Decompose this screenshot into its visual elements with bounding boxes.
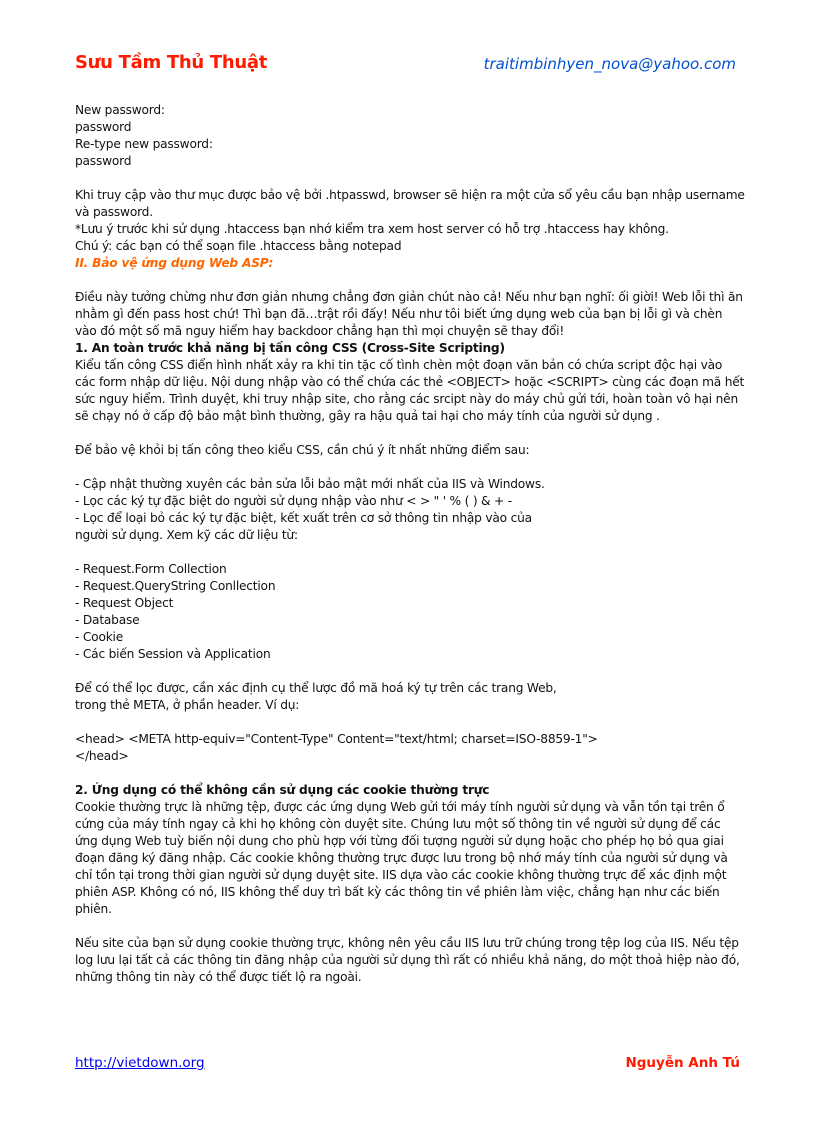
retype-password-value: password <box>75 154 132 168</box>
list-item-session: - Các biến Session và Application <box>75 647 271 661</box>
subheading-cookie: 2. Ứng dụng có thể không cần sử dụng các cookie thường trực <box>75 783 490 797</box>
footer-author: Nguyễn Anh Tú <box>625 1055 740 1071</box>
paragraph-charset-2: trong thẻ META, ở phần header. Ví dụ: <box>75 698 300 712</box>
subheading-css: 1. An toàn trước khả năng bị tấn công CSS (Cross-Site Scripting) <box>75 341 505 355</box>
paragraph-charset-1: Để có thể lọc được, cần xác định cụ thể lược đồ mã hoá ký tự trên các trang Web, <box>75 681 557 695</box>
paragraph-cookie-log: Nếu site của bạn sử dụng cookie thường trực, không nên yêu cầu IIS lưu trữ chúng trong tệp log của IIS. Nếu tệp log lưu lại tất cả các thông tin đăng nhập của người sử dụng thì rất có nhiều khả năng, do một thoả hiệp nào đó, những thông tin này có thể được tiết lộ ra ngoài. <box>75 936 740 984</box>
paragraph-css-attack: Kiểu tấn công CSS điển hình nhất xảy ra khi tin tặc cố tình chèn một đoạn văn bản có chứa script độc hại vào các form nhập dữ liệu. Nội dung nhập vào có thể chứa các thẻ <OBJECT> hoặc <SCRIPT> cùng các đoạn mã hết sức nguy hiểm. Trình duyệt, khi truy nhập site, cho rằng các srcipt này do máy chủ gửi tới, hoàn toàn vô hại nên sẽ chạy nó ở cấp độ bảo mật bình thường, gây ra hậu quả tai hại cho máy tính của người sử dụng . <box>75 358 745 423</box>
paragraph-htpasswd: Khi truy cập vào thư mục được bảo vệ bởi .htpasswd, browser sẽ hiện ra một cửa sổ yêu cầu bạn nhập username và password. <box>75 188 745 219</box>
footer-link[interactable]: http://vietdown.org <box>75 1055 205 1071</box>
bullet-filter-output: - Lọc để loại bỏ các ký tự đặc biệt, kết xuất trên cơ sở thông tin nhập vào của <box>75 511 532 525</box>
header-title: Sưu Tầm Thủ Thuật <box>75 52 268 73</box>
paragraph-css-protect: Để bảo vệ khỏi bị tấn công theo kiểu CSS, cần chú ý ít nhất những điểm sau: <box>75 443 530 457</box>
retype-password-label: Re-type new password: <box>75 137 213 151</box>
bullet-filter-chars: - Lọc các ký tự đặc biệt do người sử dụng nhập vào như < > " ' % ( ) & + - <box>75 494 512 508</box>
list-item-database: - Database <box>75 613 140 627</box>
paragraph-intro-asp: Điều này tưởng chừng như đơn giản nhưng chẳng đơn giản chút nào cả! Nếu như bạn nghĩ: ối giời! Web lỗi thì ăn nhằm gì đến pass host chứ! Thì bạn đã…trật rồi đấy! Nếu như tôi biết ứng dụng web của bạn bị lỗi gì và chèn vào đó một số mã nguy hiểm hay backdoor chẳng hạn thì mọi chuyện sẽ thay đổi! <box>75 290 743 338</box>
list-item-querystring: - Request.QueryString Conllection <box>75 579 276 593</box>
list-item-request: - Request Object <box>75 596 174 610</box>
section-heading-asp: II. Bảo vệ ứng dụng Web ASP: <box>75 256 274 270</box>
bullet-update: - Cập nhật thường xuyên các bản sửa lỗi bảo mật mới nhất của IIS và Windows. <box>75 477 545 491</box>
code-line-2: </head> <box>75 749 129 763</box>
paragraph-notepad-note: Chú ý: các bạn có thể soạn file .htaccess bằng notepad <box>75 239 402 253</box>
header-email: traitimbinhyen_nova@yahoo.com <box>483 55 736 73</box>
bullet-filter-output-cont: người sử dụng. Xem kỹ các dữ liệu từ: <box>75 528 298 542</box>
new-password-value: password <box>75 120 132 134</box>
new-password-label: New password: <box>75 103 165 117</box>
list-item-form: - Request.Form Collection <box>75 562 227 576</box>
list-item-cookie: - Cookie <box>75 630 124 644</box>
code-line-1: <head> <META http-equiv="Content-Type" Content="text/html; charset=ISO-8859-1"> <box>75 732 598 746</box>
document-body <box>75 102 745 986</box>
paragraph-htaccess-note: *Lưu ý trước khi sử dụng .htaccess bạn nhớ kiểm tra xem host server có hỗ trợ .htaccess hay không. <box>75 222 669 236</box>
paragraph-cookie: Cookie thường trực là những tệp, được các ứng dụng Web gửi tới máy tính người sử dụng và vẫn tồn tại trên ổ cứng của máy tính ngay cả khi họ không còn duyệt site. Chúng lưu một số thông tin về người sử dụng để các ứng dụng Web tuỳ biến nội dung cho phù hợp với từng đối tượng người sử dụng hoặc cho phép họ bỏ qua giai đoạn đăng ký đăng nhập. Các cookie không thường trực được lưu trong bộ nhớ máy tính của người sử dụng và chỉ tồn tại trong thời gian người sử dụng duyệt site. IIS dựa vào các cookie không thường trực để xác định một phiên ASP. Không có nó, IIS không thể duy trì bất kỳ các thông tin về phiên làm việc, chẳng hạn như các biến phiên. <box>75 800 728 916</box>
